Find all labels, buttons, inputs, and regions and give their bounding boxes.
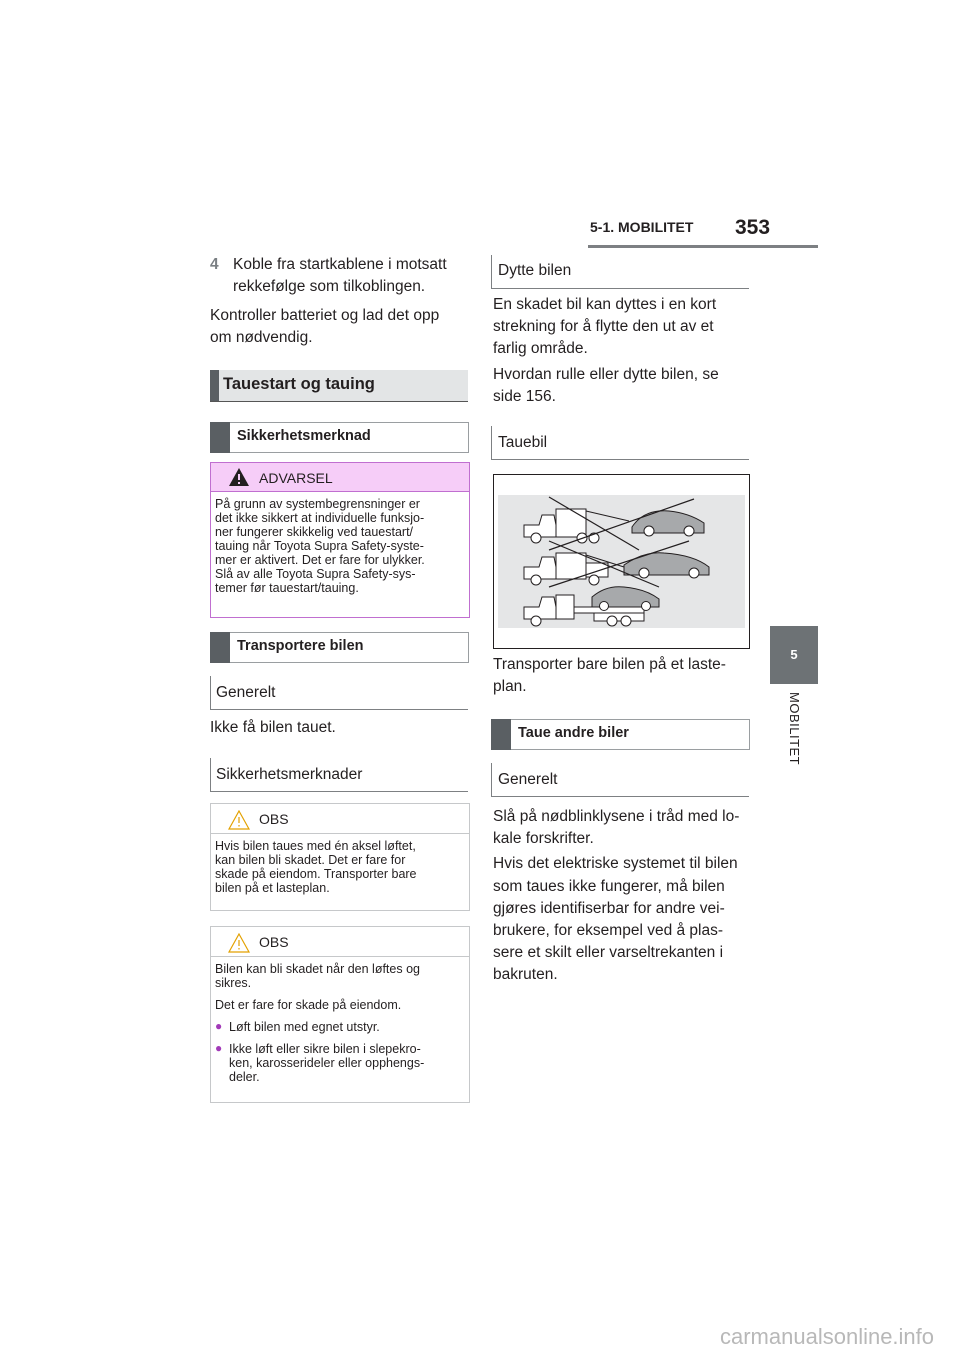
chapter-tab: 5 [770, 626, 818, 684]
caution-bullet: Løft bilen med egnet utstyr. [229, 1020, 380, 1034]
paragraph-line: Transporter bare bilen på et laste- [493, 656, 726, 673]
caution-triangle-icon [228, 933, 250, 953]
step-text-line2: rekkefølge som tilkoblingen. [233, 278, 426, 295]
minor-heading: Generelt [498, 771, 558, 788]
paragraph-line: brukere, for eksempel ved å plas- [493, 922, 724, 939]
paragraph-line: Hvordan rulle eller dytte bilen, se [493, 366, 719, 383]
heading-rule [210, 676, 211, 710]
page-number: 353 [735, 216, 771, 239]
minor-heading: Generelt [216, 684, 276, 701]
section-header: 5-1. MOBILITET [590, 219, 694, 235]
warning-line: ner fungerer skikkelig ved tauestart/ [215, 525, 414, 539]
heading-rule [491, 255, 492, 289]
heading-bar [491, 719, 511, 750]
paragraph-line: bakruten. [493, 966, 558, 983]
heading-bar [210, 422, 230, 453]
warning-title: ADVARSEL [259, 470, 333, 486]
heading-rule [210, 791, 468, 792]
caution-line: skade på eiendom. Transporter bare [215, 867, 417, 881]
header-rule [588, 245, 818, 248]
warning-line: temer før tauestart/tauing. [215, 581, 359, 595]
caution-header [211, 927, 469, 957]
heading-rule [491, 796, 749, 797]
caution-box [210, 803, 470, 911]
caution-bullet: ken, karosserideler eller opphengs- [229, 1056, 425, 1070]
caution-bullet: deler. [229, 1070, 260, 1084]
subheading-text: Transportere bilen [237, 638, 364, 654]
paragraph-line: farlig område. [493, 340, 588, 357]
subheading-box [491, 719, 750, 750]
minor-heading: Tauebil [498, 434, 548, 451]
paragraph-line: som taues ikke fungerer, må bilen [493, 878, 725, 895]
heading-rule [491, 426, 492, 460]
step-text-line1: Koble fra startkablene i motsatt [233, 256, 447, 273]
section-heading-text: Tauestart og tauing [223, 375, 375, 393]
paragraph-line: plan. [493, 678, 527, 695]
paragraph-line: kale forskrifter. [493, 830, 594, 847]
heading-rule [491, 288, 749, 289]
caution-line: Det er fare for skade på eiendom. [215, 998, 402, 1012]
heading-bar [210, 632, 230, 663]
warning-header [211, 463, 469, 492]
caution-header [211, 804, 469, 834]
subheading-box [210, 422, 469, 453]
caution-line: kan bilen bli skadet. Det er fare for [215, 853, 406, 867]
tow-truck-illustration [493, 474, 750, 649]
warning-box [210, 462, 470, 618]
section-heading [210, 370, 468, 402]
heading-rule [491, 459, 749, 460]
caution-title: OBS [259, 934, 289, 950]
chapter-label: MOBILITET [787, 692, 802, 766]
paragraph-line: Hvis det elektriske systemet til bilen [493, 855, 738, 872]
warning-triangle-icon [228, 467, 250, 487]
warning-line: det ikke sikkert at individuelle funksjo- [215, 511, 425, 525]
warning-line: tauing når Toyota Supra Safety-syste- [215, 539, 424, 553]
minor-heading: Sikkerhetsmerknader [216, 766, 363, 783]
caution-line: Hvis bilen taues med én aksel løftet, [215, 839, 416, 853]
caution-title: OBS [259, 811, 289, 827]
subheading-text: Taue andre biler [518, 725, 629, 741]
paragraph-line: Slå på nødblinklysene i tråd med lo- [493, 808, 740, 825]
paragraph-line: Kontroller batteriet og lad det opp [210, 307, 440, 324]
subheading-text: Sikkerhetsmerknad [237, 428, 371, 444]
paragraph-line: gjøres identifiserbar for andre vei- [493, 900, 725, 917]
tow-truck-figure [494, 475, 749, 648]
paragraph-line: sere et skilt eller varseltrekanten i [493, 944, 724, 961]
bullet-icon: ● [215, 1019, 223, 1033]
caution-line: sikres. [215, 976, 252, 990]
heading-rule [210, 709, 468, 710]
warning-line: Slå av alle Toyota Supra Safety-sys- [215, 567, 416, 581]
minor-heading: Dytte bilen [498, 262, 572, 279]
subheading-box [210, 632, 469, 663]
caution-line: Bilen kan bli skadet når den løftes og [215, 962, 420, 976]
paragraph-line: om nødvendig. [210, 329, 313, 346]
heading-bar [210, 370, 219, 401]
heading-rule [491, 763, 492, 797]
bullet-icon: ● [215, 1041, 223, 1055]
step-number: 4 [210, 256, 219, 273]
paragraph-line: strekning for å flytte den ut av et [493, 318, 714, 335]
warning-line: På grunn av systembegrensninger er [215, 497, 420, 511]
caution-bullet: Ikke løft eller sikre bilen i slepekro- [229, 1042, 421, 1056]
paragraph-line: side 156. [493, 388, 556, 405]
warning-line: mer er aktivert. Det er fare for ulykker. [215, 553, 425, 567]
heading-rule [210, 758, 211, 792]
caution-line: bilen på et lasteplan. [215, 881, 330, 895]
caution-triangle-icon [228, 810, 250, 830]
paragraph-line: En skadet bil kan dyttes i en kort [493, 296, 717, 313]
paragraph: Ikke få bilen tauet. [210, 719, 336, 736]
caution-box [210, 926, 470, 1103]
watermark: carmanualsonline.info [720, 1324, 935, 1349]
